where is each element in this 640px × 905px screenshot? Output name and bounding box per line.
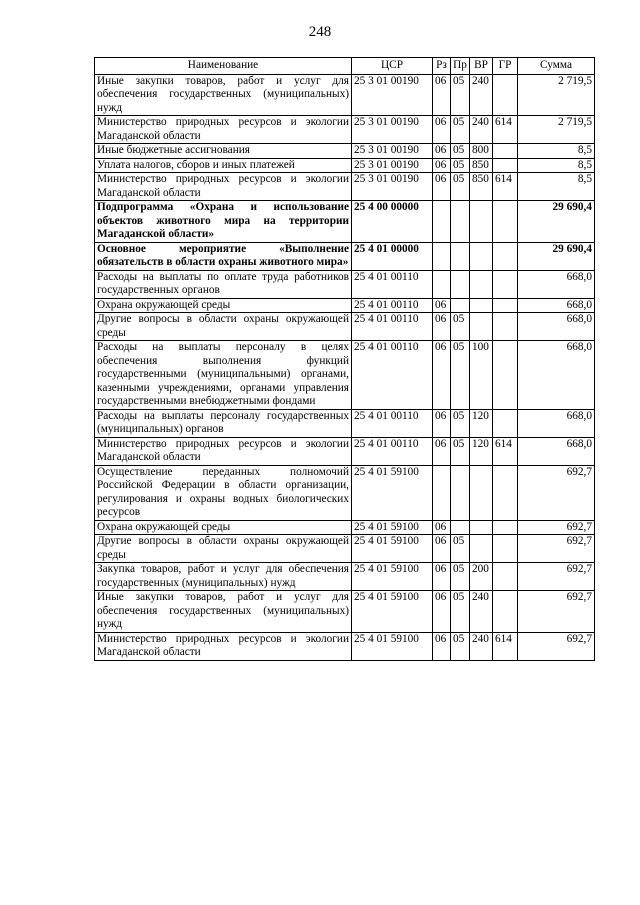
cell-sum: 2 719,5 (518, 74, 595, 116)
cell-sum: 29 690,4 (518, 242, 595, 270)
cell-rz: 06 (433, 563, 451, 591)
cell-vr (470, 242, 493, 270)
table-row (95, 465, 595, 520)
cell-name: Министерство природных ресурсов и экологии Магаданской области (95, 632, 352, 660)
cell-name: Министерство природных ресурсов и экологии Магаданской области (95, 437, 352, 465)
cell-csr: 25 4 01 00110 (352, 437, 433, 465)
cell-sum: 668,0 (518, 437, 595, 465)
cell-vr: 240 (470, 591, 493, 633)
cell-csr: 25 3 01 00190 (352, 74, 433, 116)
cell-name: Другие вопросы в области охраны окружающей среды (95, 535, 352, 563)
cell-gr (493, 563, 518, 591)
cell-pr: 05 (451, 173, 470, 201)
cell-sum: 692,7 (518, 465, 595, 520)
cell-pr (451, 465, 470, 520)
cell-name: Иные бюджетные ассигнования (95, 144, 352, 159)
cell-sum: 668,0 (518, 341, 595, 410)
cell-name: Охрана окружающей среды (95, 298, 352, 313)
cell-sum: 29 690,4 (518, 201, 595, 243)
cell-gr (493, 409, 518, 437)
cell-name: Иные закупки товаров, работ и услуг для обеспечения государственных (муниципальных) нужд (95, 74, 352, 116)
cell-vr (470, 535, 493, 563)
cell-vr (470, 313, 493, 341)
cell-vr: 800 (470, 144, 493, 159)
cell-pr (451, 520, 470, 535)
cell-rz (433, 465, 451, 520)
cell-rz: 06 (433, 298, 451, 313)
cell-name: Охрана окружающей среды (95, 520, 352, 535)
cell-vr: 240 (470, 116, 493, 144)
cell-rz (433, 270, 451, 298)
cell-name: Расходы на выплаты персоналу государственных (муниципальных) органов (95, 409, 352, 437)
cell-name: Иные закупки товаров, работ и услуг для обеспечения государственных (муниципальных) нужд (95, 591, 352, 633)
table-row (95, 591, 595, 633)
cell-name: Уплата налогов, сборов и иных платежей (95, 158, 352, 173)
cell-rz: 06 (433, 437, 451, 465)
cell-pr: 05 (451, 158, 470, 173)
cell-gr (493, 242, 518, 270)
header-pr: Пр (451, 58, 470, 75)
table-row (95, 298, 595, 313)
cell-name: Подпрограмма «Охрана и использование объектов животного мира на территории Магаданской области» (95, 201, 352, 243)
cell-name: Основное мероприятие «Выполнение обязательств в области охраны животного мира» (95, 242, 352, 270)
cell-sum: 668,0 (518, 270, 595, 298)
cell-vr: 850 (470, 173, 493, 201)
cell-pr: 05 (451, 313, 470, 341)
cell-vr: 100 (470, 341, 493, 410)
cell-rz: 06 (433, 520, 451, 535)
cell-csr: 25 4 01 59100 (352, 632, 433, 660)
table-row (95, 563, 595, 591)
cell-sum: 692,7 (518, 632, 595, 660)
cell-vr (470, 465, 493, 520)
table-row (95, 158, 595, 173)
cell-csr: 25 3 01 00190 (352, 173, 433, 201)
cell-vr (470, 270, 493, 298)
table-row (95, 437, 595, 465)
table-row (95, 242, 595, 270)
header-name: Наименование (95, 58, 352, 75)
cell-gr (493, 270, 518, 298)
cell-pr: 05 (451, 144, 470, 159)
cell-csr: 25 3 01 00190 (352, 158, 433, 173)
cell-gr (493, 201, 518, 243)
table-row (95, 173, 595, 201)
cell-gr: 614 (493, 116, 518, 144)
header-sum: Сумма (518, 58, 595, 75)
cell-rz: 06 (433, 144, 451, 159)
cell-name: Расходы на выплаты по оплате труда работников государственных органов (95, 270, 352, 298)
cell-sum: 2 719,5 (518, 116, 595, 144)
table-row (95, 313, 595, 341)
cell-pr: 05 (451, 116, 470, 144)
cell-sum: 8,5 (518, 173, 595, 201)
cell-rz: 06 (433, 632, 451, 660)
table-row (95, 270, 595, 298)
cell-csr: 25 4 01 59100 (352, 591, 433, 633)
cell-name: Министерство природных ресурсов и экологии Магаданской области (95, 116, 352, 144)
cell-gr (493, 158, 518, 173)
cell-csr: 25 4 01 00110 (352, 341, 433, 410)
table-row (95, 632, 595, 660)
cell-csr: 25 4 00 00000 (352, 201, 433, 243)
cell-pr (451, 242, 470, 270)
cell-rz: 06 (433, 409, 451, 437)
cell-gr: 614 (493, 437, 518, 465)
cell-gr (493, 313, 518, 341)
table-row (95, 409, 595, 437)
table-header-row (95, 58, 595, 75)
cell-gr (493, 591, 518, 633)
cell-rz: 06 (433, 116, 451, 144)
cell-name: Расходы на выплаты персоналу в целях обеспечения выполнения функций государственными (муниципальными) органами, казенными учреждениями, органами управления государственными внебюджетными фондами (95, 341, 352, 410)
cell-rz (433, 201, 451, 243)
cell-pr: 05 (451, 437, 470, 465)
cell-gr: 614 (493, 173, 518, 201)
cell-gr (493, 341, 518, 410)
cell-csr: 25 3 01 00190 (352, 116, 433, 144)
cell-vr: 240 (470, 74, 493, 116)
cell-gr (493, 520, 518, 535)
cell-sum: 692,7 (518, 563, 595, 591)
table-row (95, 116, 595, 144)
cell-name: Другие вопросы в области охраны окружающей среды (95, 313, 352, 341)
cell-vr: 200 (470, 563, 493, 591)
cell-vr: 850 (470, 158, 493, 173)
cell-gr (493, 298, 518, 313)
cell-gr (493, 144, 518, 159)
cell-pr (451, 298, 470, 313)
cell-vr: 120 (470, 409, 493, 437)
cell-name: Осуществление переданных полномочий Российской Федерации в области организации, регулирования и охраны водных биологических ресурсов (95, 465, 352, 520)
cell-gr (493, 535, 518, 563)
table-row (95, 535, 595, 563)
cell-csr: 25 4 01 59100 (352, 535, 433, 563)
cell-csr: 25 4 01 00110 (352, 298, 433, 313)
table-row (95, 201, 595, 243)
cell-csr: 25 4 01 59100 (352, 520, 433, 535)
header-vr: ВР (470, 58, 493, 75)
budget-table (94, 57, 595, 661)
table-row (95, 341, 595, 410)
cell-pr (451, 201, 470, 243)
cell-name: Закупка товаров, работ и услуг для обеспечения государственных (муниципальных) нужд (95, 563, 352, 591)
header-rz: Рз (433, 58, 451, 75)
cell-rz: 06 (433, 313, 451, 341)
cell-rz: 06 (433, 158, 451, 173)
cell-csr: 25 4 01 00110 (352, 409, 433, 437)
cell-gr (493, 465, 518, 520)
table-body (95, 74, 595, 660)
cell-vr: 120 (470, 437, 493, 465)
cell-pr: 05 (451, 591, 470, 633)
cell-rz (433, 242, 451, 270)
cell-sum: 692,7 (518, 535, 595, 563)
cell-vr (470, 298, 493, 313)
cell-sum: 692,7 (518, 520, 595, 535)
cell-pr: 05 (451, 341, 470, 410)
page-number: 248 (308, 24, 332, 40)
table-row (95, 74, 595, 116)
cell-sum: 8,5 (518, 144, 595, 159)
cell-csr: 25 4 01 00110 (352, 313, 433, 341)
cell-vr (470, 520, 493, 535)
cell-pr (451, 270, 470, 298)
cell-pr: 05 (451, 632, 470, 660)
table-row (95, 144, 595, 159)
cell-csr: 25 4 01 59100 (352, 563, 433, 591)
cell-sum: 8,5 (518, 158, 595, 173)
cell-pr: 05 (451, 409, 470, 437)
cell-pr: 05 (451, 74, 470, 116)
cell-pr: 05 (451, 535, 470, 563)
cell-sum: 692,7 (518, 591, 595, 633)
cell-pr: 05 (451, 563, 470, 591)
cell-rz: 06 (433, 591, 451, 633)
cell-rz: 06 (433, 74, 451, 116)
cell-sum: 668,0 (518, 409, 595, 437)
cell-sum: 668,0 (518, 298, 595, 313)
cell-sum: 668,0 (518, 313, 595, 341)
cell-csr: 25 3 01 00190 (352, 144, 433, 159)
cell-rz: 06 (433, 341, 451, 410)
cell-vr (470, 201, 493, 243)
table-row (95, 520, 595, 535)
header-gr: ГР (493, 58, 518, 75)
cell-csr: 25 4 01 59100 (352, 465, 433, 520)
cell-csr: 25 4 01 00110 (352, 270, 433, 298)
cell-gr: 614 (493, 632, 518, 660)
cell-rz: 06 (433, 535, 451, 563)
header-csr: ЦСР (352, 58, 433, 75)
cell-vr: 240 (470, 632, 493, 660)
cell-name: Министерство природных ресурсов и экологии Магаданской области (95, 173, 352, 201)
cell-csr: 25 4 01 00000 (352, 242, 433, 270)
cell-gr (493, 74, 518, 116)
cell-rz: 06 (433, 173, 451, 201)
